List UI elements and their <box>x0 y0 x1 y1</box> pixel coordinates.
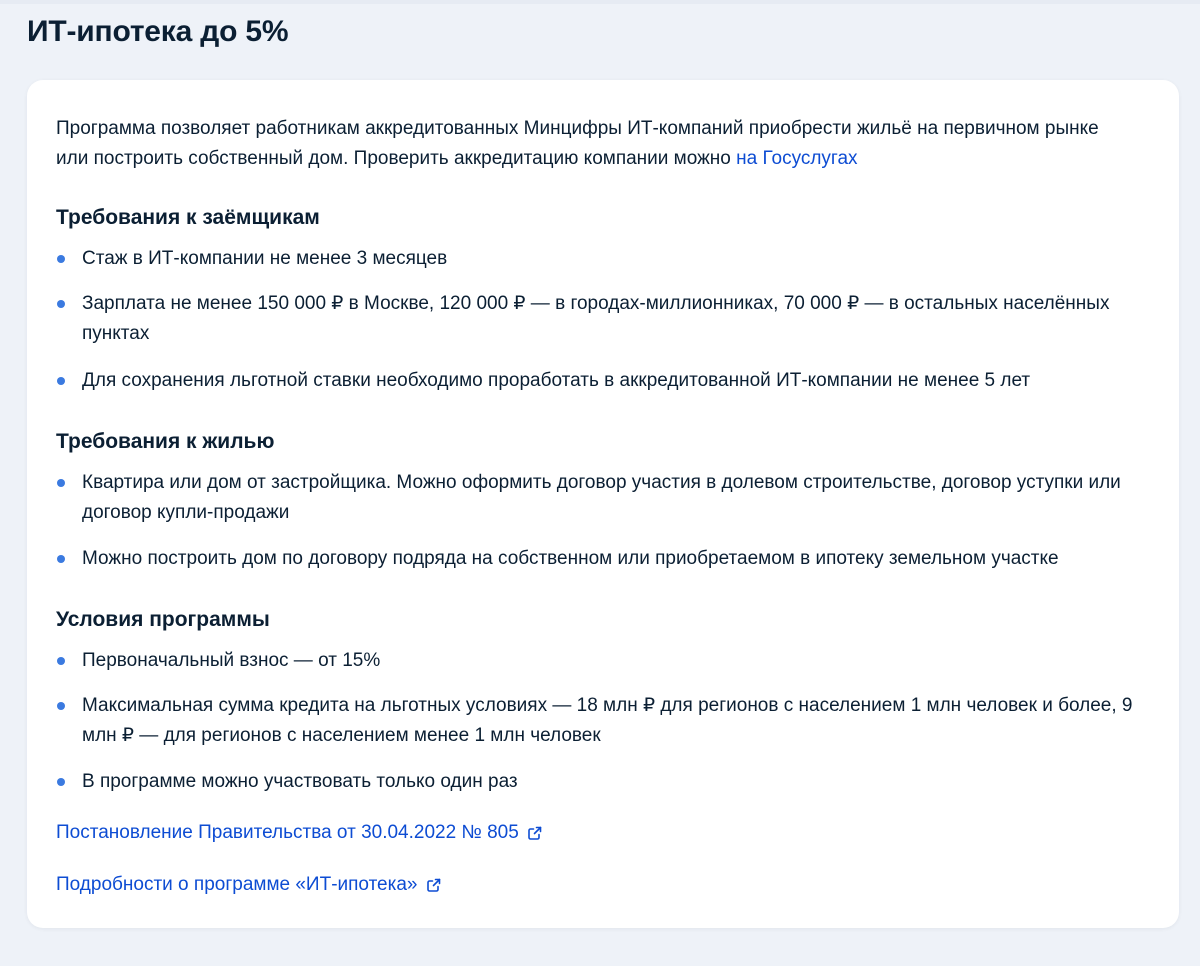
list-item <box>56 767 1151 797</box>
intro-body: Программа позволяет работникам аккредитованных Минцифры ИТ-компаний приобрести жильё на первичном рынке или построить собственный дом. Проверить аккредитацию компании можно <box>56 118 1099 169</box>
list-item-text: Можно построить дом по договору подряда на собственном или приобретаемом в ипотеку земельном участке <box>82 548 1059 569</box>
bullet-icon <box>57 255 65 263</box>
external-link-icon <box>426 877 442 893</box>
list-item <box>56 468 1151 528</box>
list-item-text: Первоначальный взнос — от 15% <box>82 650 381 671</box>
bullet-icon <box>57 657 65 665</box>
list-item <box>56 289 1151 349</box>
bullet-icon <box>57 702 65 710</box>
intro-text <box>56 114 1136 174</box>
bullet-icon <box>57 377 65 385</box>
list-item-text: Максимальная сумма кредита на льготных условиях — 18 млн ₽ для регионов с населением 1 млн человек и более, 9 млн ₽ — для регионов с населением менее 1 млн человек <box>82 695 1133 746</box>
bullet-icon <box>57 479 65 487</box>
bullet-icon <box>57 300 65 308</box>
top-divider <box>0 0 1200 4</box>
bullet-icon <box>57 778 65 786</box>
external-link-icon <box>527 825 543 841</box>
program-card <box>27 80 1179 928</box>
list-item <box>56 646 1151 676</box>
list-item-text: Для сохранения льготной ставки необходимо проработать в аккредитованной ИТ-компании не менее 5 лет <box>82 370 1031 391</box>
government-decree-link-label: Постановление Правительства от 30.04.2022 № 805 <box>56 822 519 843</box>
bullet-icon <box>57 555 65 563</box>
list-item <box>56 544 1151 574</box>
list-item <box>56 244 1151 274</box>
section-heading-housing: Требования к жилью <box>56 430 275 453</box>
list-item <box>56 366 1151 396</box>
government-decree-link[interactable] <box>56 819 543 847</box>
list-item-text: Квартира или дом от застройщика. Можно оформить договор участия в долевом строительстве, договор уступки или договор купли-продажи <box>82 472 1121 523</box>
gosuslugi-link[interactable]: на Госуслугах <box>736 148 858 169</box>
section-heading-conditions: Условия программы <box>56 608 270 631</box>
program-details-link-label: Подробности о программе «ИТ-ипотека» <box>56 874 418 895</box>
section-heading-borrowers: Требования к заёмщикам <box>56 206 320 229</box>
list-item <box>56 691 1151 751</box>
list-item-text: Зарплата не менее 150 000 ₽ в Москве, 120 000 ₽ — в городах-миллионниках, 70 000 ₽ — в остальных населённых пунктах <box>82 293 1110 344</box>
list-item-text: Стаж в ИТ-компании не менее 3 месяцев <box>82 248 448 269</box>
page-title: ИТ-ипотека до 5% <box>27 15 289 48</box>
program-details-link[interactable] <box>56 871 442 899</box>
list-item-text: В программе можно участвовать только один раз <box>82 771 518 792</box>
